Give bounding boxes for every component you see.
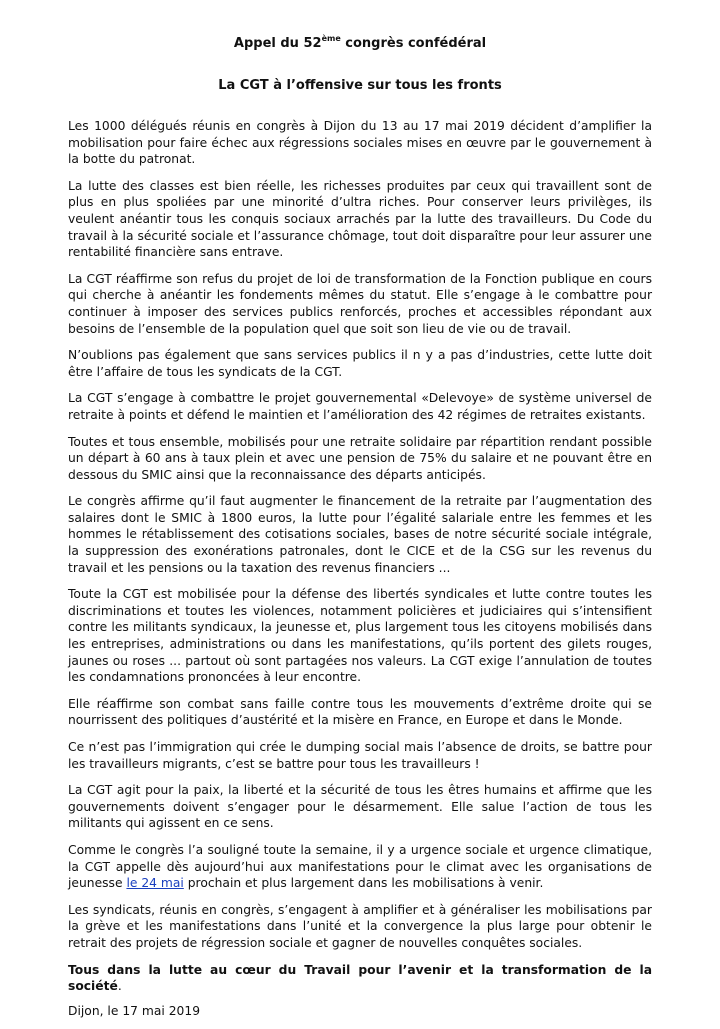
paragraph: Ce n’est pas l’immigration qui crée le dumping social mais l’absence de droits, se battre pour les travailleurs migrants, c’est se battre pour tous les travailleurs ! <box>68 740 652 771</box>
signature-date: Dijon, le 17 mai 2019 <box>68 1003 201 1018</box>
paragraph: Le congrès affirme qu’il faut augmenter le financement de la retraite par l’augmentation des salaires dont le SMIC à 1800 euros, la lutte pour l’égalité salariale entre les femmes et les hommes le rétablissement des cotisations sociales, bases de notre sécurité sociale intégrale, la suppression des exonérations patronales, dont le CICE et de la CSG sur les revenus du travail et les pensions ou la taxation des revenus financiers ... <box>68 494 652 575</box>
paragraph: Toute la CGT est mobilisée pour la défense des libertés syndicales et lutte contre toutes les discriminations et toutes les violences, notamment policières et judiciaires qui s’intensifient contre les militants syndicaux, la jeunesse et, plus largement tous les citoyens mobilisés dans les entreprises, administrations ou dans les manifestations, qu’ils portent des gilets rouges, jaunes ou roses ... partout où sont partagées nos valeurs. La CGT exige l’annulation de toutes les condamnations prononcées à leur encontre. <box>68 587 652 685</box>
document-body <box>68 118 652 1029</box>
paragraph: Toutes et tous ensemble, mobilisés pour une retraite solidaire par répartition rendant possible un départ à 60 ans à taux plein et avec une pension de 75% du salaire et ne pouvant être en dessous du SMIC ainsi que la reconnaissance des départs anticipés. <box>68 434 652 482</box>
paragraph: N’oublions pas également que sans services publics il n y a pas d’industries, cette lutte doit être l’affaire de tous les syndicats de la CGT. <box>68 348 652 379</box>
climate-paragraph <box>68 842 652 892</box>
climate-text-before: Comme le congrès l’a souligné toute la semaine, il y a urgence sociale et urgence climatique, la CGT appelle dès aujourd’hui aux manifestations pour le climat avec les organisations de jeunesse <box>68 842 652 891</box>
paragraph: La CGT s’engage à combattre le projet gouvernemental «Delevoye» de système universel de retraite à points et défend le maintien et l’amélioration des 42 régimes de retraites existants. <box>68 391 652 422</box>
final-paragraph: Les syndicats, réunis en congrès, s’engagent à amplifier et à généraliser les mobilisations par la grève et les manifestations dans l’unité et la convergence la plus large pour obtenir le retrait des projets de régression sociale et gagner de nouvelles conquêtes sociales. <box>68 902 652 950</box>
title-suffix: congrès confédéral <box>340 36 487 51</box>
paragraph: Les 1000 délégués réunis en congrès à Dijon du 13 au 17 mai 2019 décident d’amplifier la mobilisation pour faire échec aux régressions sociales mises en œuvre par le gouvernement à la botte du patronat. <box>68 119 652 167</box>
date-link[interactable]: le 24 mai <box>126 876 184 891</box>
title-superscript: ème <box>321 34 341 43</box>
slogan-paragraph <box>68 962 652 995</box>
climate-text-after: prochain et plus largement dans les mobilisations à venir. <box>183 876 544 891</box>
slogan: Tous dans la lutte au cœur du Travail pour l’avenir et la transformation de la société <box>68 962 652 994</box>
paragraph: La CGT agit pour la paix, la liberté et la sécurité de tous les êtres humains et affirme que les gouvernements doivent s’engager pour le désarmement. Elle salue l’action de tous les militants qui agissent en ce sens. <box>68 783 652 831</box>
title-prefix: Appel du 52 <box>233 36 322 51</box>
paragraph: La lutte des classes est bien réelle, les richesses produites par ceux qui travaillent sont de plus en plus spoliées par une minorité d’ultra riches. Pour conserver leurs privilèges, ils veulent anéantir tous les conquis sociaux arrachés par la lutte des travailleurs. Du Code du travail à la sécurité sociale et l’assurance chômage, tout doit disparaître pour leur assurer une rentabilité financière sans entrave. <box>68 178 652 260</box>
document-title <box>0 36 720 52</box>
paragraph: La CGT réaffirme son refus du projet de loi de transformation de la Fonction publique en cours qui cherche à anéantir les fondements mêmes du statut. Elle s’engage à le combattre pour continuer à imposer des services publics renforcés, proches et accessibles répondant aux besoins de l’ensemble de la population quel que soit son lieu de vie ou de travail. <box>68 271 652 336</box>
document-subtitle: La CGT à l’offensive sur tous les fronts <box>218 78 502 93</box>
slogan-end: . <box>117 979 122 994</box>
paragraph: Elle réaffirme son combat sans faille contre tous les mouvements d’extrême droite qui se nourrissent des politiques d’austérité et la misère en France, en Europe et dans le Monde. <box>68 696 652 728</box>
